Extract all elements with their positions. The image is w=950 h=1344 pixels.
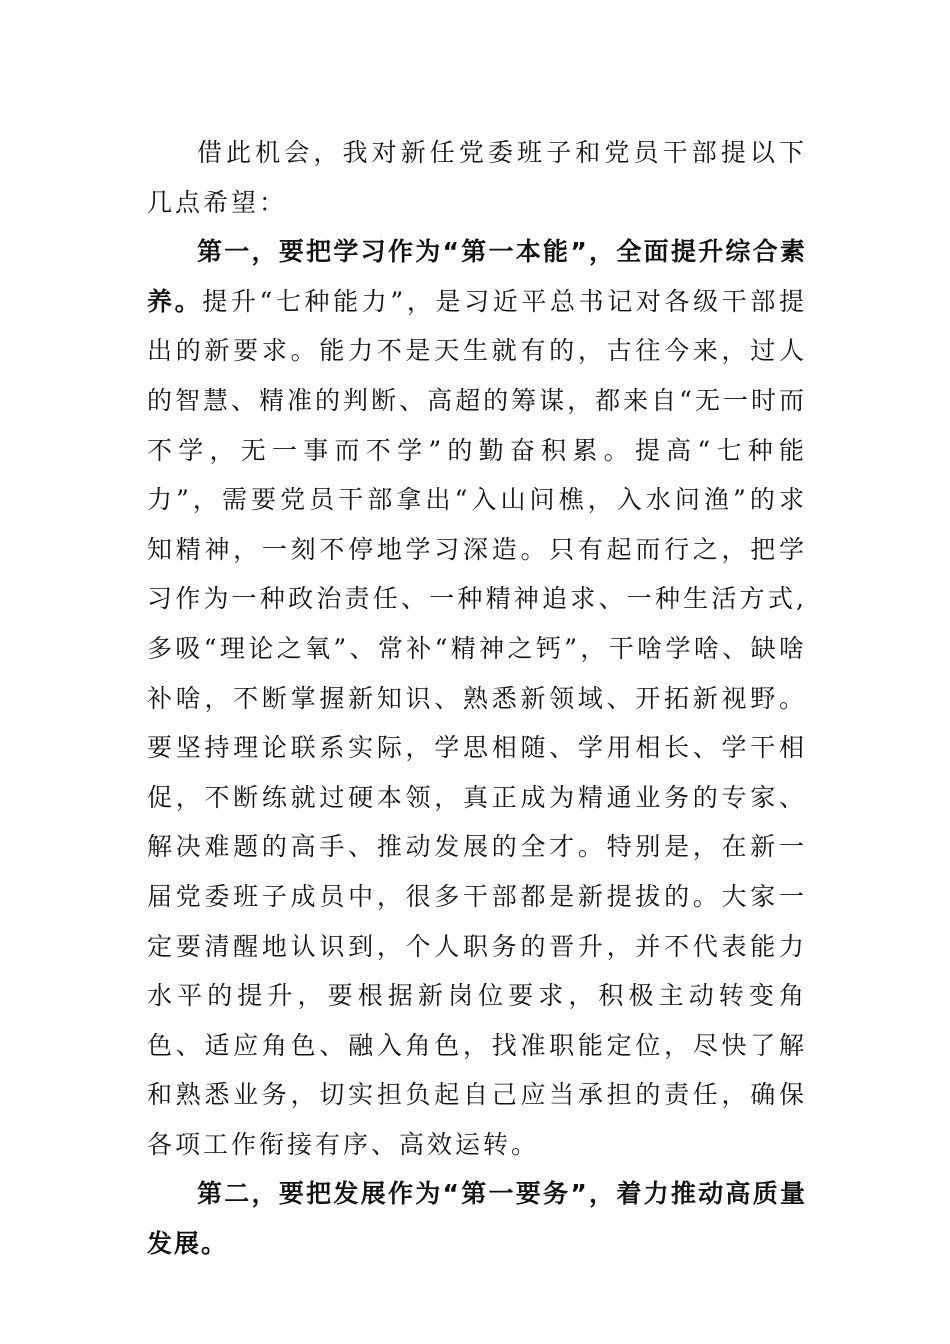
intro-text: 借此机会，我对新任党委班子和党员干部提以下几点希望： bbox=[147, 138, 807, 217]
document-body bbox=[147, 128, 807, 1269]
point-2-heading: 第二，要把发展作为“第一要务”，着力推动高质量发展。 bbox=[147, 1179, 807, 1259]
intro-paragraph bbox=[147, 128, 807, 227]
point-1-paragraph bbox=[147, 227, 807, 1169]
point-1-body: 提升“七种能力”，是习近平总书记对各级干部提出的新要求。能力不是天生就有的，古往今来，过人的智慧、精准的判断、高超的筹谋，都来自“无一时而不学，无一事而不学”的勤奋积累。提高“七种能力”，需要党员干部拿出“入山问樵，入水问渔”的求知精神，一刻不停地学习深造。只有起而行之，把学习作为一种政治责任、一种精神追求、一种生活方式,多吸“理论之氧”、常补“精神之钙”，干啥学啥、缺啥补啥，不断掌握新知识、熟悉新领域、开拓新视野。要坚持理论联系实际，学思相随、学用相长、学干相促，不断练就过硬本领，真正成为精通业务的专家、解决难题的高手、推动发展的全才。特别是，在新一届党委班子成员中，很多干部都是新提拔的。大家一定要清醒地认识到，个人职务的晋升，并不代表能力水平的提升，要根据新岗位要求，积极主动转变角色、适应角色、融入角色，找准职能定位，尽快了解和熟悉业务，切实担负起自己应当承担的责任，确保各项工作衔接有序、高效运转。 bbox=[147, 286, 807, 1159]
point-1-heading: 第一，要把学习作为“第一本能”，全面提升综合素养。 bbox=[147, 237, 807, 316]
point-2-paragraph bbox=[147, 1169, 807, 1268]
